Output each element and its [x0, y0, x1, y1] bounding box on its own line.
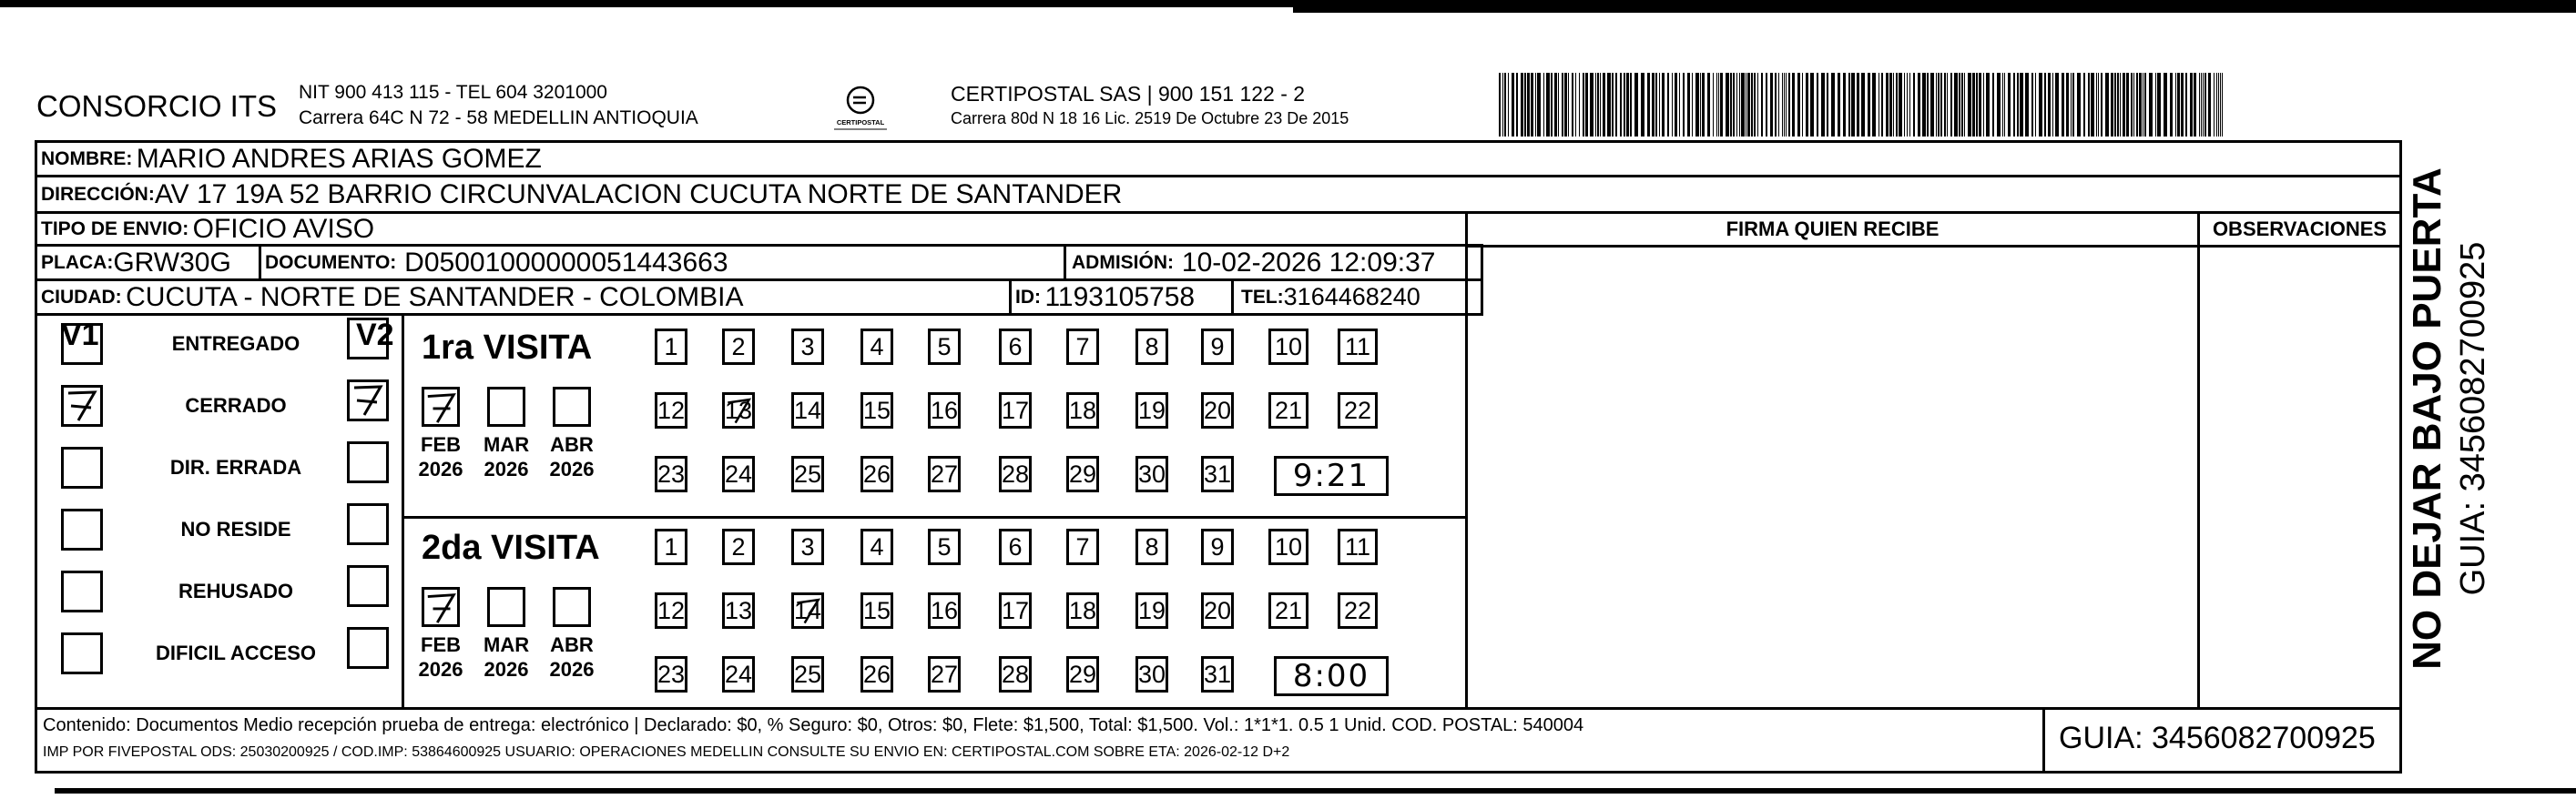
day-number: 29: [1068, 460, 1097, 488]
month-name: MAR: [484, 433, 530, 456]
tel-value: 3164468240: [1283, 283, 1420, 310]
day-box[interactable]: [1066, 656, 1099, 693]
form-table: [35, 140, 2402, 710]
day-number: 27: [930, 660, 959, 688]
day-number: 24: [724, 660, 753, 688]
day-box[interactable]: [928, 329, 961, 365]
day-number: 4: [870, 332, 884, 360]
month-checkbox[interactable]: [422, 387, 460, 427]
footer-guia: GUIA: 3456082700925: [2059, 721, 2376, 755]
firma-header: FIRMA QUIEN RECIBE: [1726, 217, 1940, 240]
direccion-row: DIRECCIÓN: AV 17 19A 52 BARRIO CIRCUNVALACION CUCUTA NORTE DE SANTANDER: [37, 177, 2399, 214]
day-box[interactable]: [722, 592, 755, 629]
month-year: 2026: [484, 658, 529, 681]
day-number: 25: [793, 460, 822, 488]
status-option-label: REHUSADO: [178, 580, 293, 602]
v1-checkbox[interactable]: [61, 447, 103, 489]
footer-box: [35, 707, 2402, 774]
day-number: 28: [1001, 460, 1030, 488]
day-number: 14: [793, 396, 822, 424]
day-box[interactable]: [1066, 392, 1099, 429]
ciudad-row: CIUDAD: CUCUTA - NORTE DE SANTANDER - COLOMBIA ID: 1193105758 TEL: 3164468240: [37, 281, 1483, 316]
v2-checkbox[interactable]: [347, 503, 389, 545]
v1-checkbox[interactable]: [61, 632, 103, 674]
v1-label: V1: [61, 318, 99, 352]
month-year: 2026: [418, 458, 463, 480]
day-number: 30: [1137, 460, 1166, 488]
day-number: 16: [930, 396, 959, 424]
day-box[interactable]: [1066, 456, 1099, 492]
observaciones-header: OBSERVACIONES: [2212, 217, 2388, 240]
day-number: 2: [731, 532, 746, 561]
certipostal-logo: [827, 82, 894, 137]
ciudad-value: CUCUTA - NORTE DE SANTANDER - COLOMBIA: [126, 281, 744, 312]
day-number: 22: [1343, 596, 1372, 624]
day-number: 31: [1203, 660, 1232, 688]
tipo-row: TIPO DE ENVIO: OFICIO AVISO: [37, 214, 1483, 247]
day-number: 23: [657, 460, 686, 488]
day-box[interactable]: [791, 456, 824, 492]
day-number: 28: [1001, 660, 1030, 688]
day-box[interactable]: [791, 392, 824, 429]
company-name: CONSORCIO ITS: [36, 89, 278, 123]
status-option-label: ENTREGADO: [171, 332, 300, 355]
month-label: [484, 432, 529, 481]
day-box[interactable]: [722, 529, 755, 565]
direccion-value: AV 17 19A 52 BARRIO CIRCUNVALACION CUCUTA NORTE DE SANTANDER: [154, 178, 1123, 209]
day-box[interactable]: [1201, 392, 1234, 429]
day-number: 8: [1145, 332, 1159, 360]
nombre-row: NOMBRE: MARIO ANDRES ARIAS GOMEZ: [37, 143, 2399, 177]
month-name: FEB: [421, 633, 461, 656]
divider: [2197, 214, 2200, 707]
day-box[interactable]: [999, 392, 1032, 429]
company-address: Carrera 64C N 72 - 58 MEDELLIN ANTIOQUIA: [299, 107, 698, 128]
day-box[interactable]: [1135, 529, 1168, 565]
month-label: [549, 432, 595, 481]
check-mark-icon: [725, 395, 752, 426]
day-number: 2: [731, 332, 746, 360]
no-dejar-warning: NO DEJAR BAJO PUERTA: [2405, 167, 2449, 670]
v2-checkbox[interactable]: [347, 627, 389, 669]
day-number: 27: [930, 460, 959, 488]
day-number: 25: [793, 660, 822, 688]
day-number: 20: [1203, 596, 1232, 624]
day-number: 22: [1343, 396, 1372, 424]
month-checkbox[interactable]: [487, 387, 525, 427]
divider: [402, 316, 404, 707]
day-number: 4: [870, 532, 884, 561]
day-box[interactable]: [1201, 592, 1234, 629]
tipo-value: OFICIO AVISO: [192, 214, 375, 244]
day-box[interactable]: [999, 329, 1032, 365]
month-label: [418, 632, 463, 682]
v2-checkbox[interactable]: [347, 441, 389, 483]
day-box[interactable]: [655, 456, 687, 492]
day-number: 1: [664, 332, 678, 360]
day-number: 10: [1274, 532, 1303, 561]
day-number: 19: [1137, 596, 1166, 624]
month-year: 2026: [549, 458, 595, 480]
day-box[interactable]: [1201, 329, 1234, 365]
v1-checkbox[interactable]: [61, 571, 103, 612]
day-box[interactable]: [860, 592, 893, 629]
id-value: 1193105758: [1044, 281, 1196, 312]
day-number: 3: [800, 532, 815, 561]
day-number: 24: [724, 460, 753, 488]
day-number: 1: [664, 532, 678, 561]
day-number: 5: [937, 332, 952, 360]
month-name: ABR: [550, 433, 594, 456]
day-box[interactable]: [1135, 656, 1168, 693]
day-number: 30: [1137, 660, 1166, 688]
day-number: 8: [1145, 532, 1159, 561]
day-number: 21: [1274, 596, 1303, 624]
day-number: 7: [1075, 332, 1090, 360]
day-number: 11: [1344, 332, 1371, 360]
visit-title: 2da VISITA: [422, 529, 600, 567]
month-year: 2026: [549, 658, 595, 681]
day-number: 19: [1137, 396, 1166, 424]
divider: [404, 516, 1465, 519]
visit-time: 9:21: [1274, 456, 1389, 496]
nombre-value: MARIO ANDRES ARIAS GOMEZ: [136, 143, 542, 174]
day-number: 5: [937, 532, 952, 561]
month-label: [418, 432, 463, 481]
admision-value: 10-02-2026 12:09:37: [1181, 247, 1436, 278]
month-name: MAR: [484, 633, 530, 656]
status-option-label: CERRADO: [185, 394, 287, 417]
day-box[interactable]: [1268, 392, 1308, 429]
day-number: 12: [657, 596, 686, 624]
status-option-label: NO RESIDE: [180, 518, 291, 541]
day-box[interactable]: [999, 456, 1032, 492]
divider: [1465, 214, 1468, 707]
contenido-text: Contenido: Documentos Medio recepción prueba de entrega: electrónico | Declarado: $0, % Seguro: $0, Otros: $0, Flete: $1,500, Total: $1,500. Vol.: 1*1*1. 0.5 1 Unid. COD. POSTAL: 540004: [43, 715, 1584, 735]
day-box[interactable]: [860, 456, 893, 492]
month-checkbox[interactable]: [553, 587, 591, 627]
day-box[interactable]: [722, 392, 755, 429]
day-number: 26: [862, 660, 891, 688]
day-box[interactable]: [1066, 329, 1099, 365]
day-number: 6: [1008, 532, 1023, 561]
month-checkbox[interactable]: [487, 587, 525, 627]
day-box[interactable]: [1268, 329, 1308, 365]
v1-checkbox[interactable]: [61, 323, 103, 365]
day-number: 17: [1001, 396, 1030, 424]
day-number: 31: [1203, 460, 1232, 488]
day-box[interactable]: [860, 656, 893, 693]
day-box[interactable]: [722, 456, 755, 492]
day-number: 9: [1210, 332, 1225, 360]
day-box[interactable]: [1338, 592, 1378, 629]
day-box[interactable]: [1338, 392, 1378, 429]
placa-value: GRW30G: [113, 247, 231, 278]
side-guia: GUIA: 3456082700925: [2454, 241, 2492, 596]
day-box[interactable]: [791, 529, 824, 565]
day-box[interactable]: [928, 656, 961, 693]
day-box[interactable]: [1135, 592, 1168, 629]
carrier-name: CERTIPOSTAL SAS | 900 151 122 - 2: [951, 82, 1306, 106]
day-box[interactable]: [1135, 456, 1168, 492]
day-box[interactable]: [928, 529, 961, 565]
day-number: 15: [862, 596, 891, 624]
day-number: 10: [1274, 332, 1303, 360]
day-box[interactable]: [860, 529, 893, 565]
day-number: 16: [930, 596, 959, 624]
day-box[interactable]: [1268, 529, 1308, 565]
day-box[interactable]: [1268, 592, 1308, 629]
day-box[interactable]: [1201, 456, 1234, 492]
side-text: [2404, 164, 2504, 673]
day-number: 9: [1210, 532, 1225, 561]
month-year: 2026: [484, 458, 529, 480]
day-number: 11: [1344, 532, 1371, 561]
company-nit: NIT 900 413 115 - TEL 604 3201000: [299, 82, 607, 103]
day-box[interactable]: [722, 329, 755, 365]
day-number: 14: [793, 596, 822, 624]
day-number: 23: [657, 660, 686, 688]
v2-checkbox[interactable]: [347, 379, 389, 421]
month-name: FEB: [421, 433, 461, 456]
documento-value: D05001000000051443663: [404, 247, 728, 278]
day-number: 26: [862, 460, 891, 488]
v2-label: V2: [356, 318, 394, 352]
check-mark-icon: [794, 595, 821, 626]
placa-row: PLACA: GRW30G DOCUMENTO: D05001000000051443663 ADMISIÓN: 10-02-2026 12:09:37: [37, 247, 1483, 281]
day-number: 13: [724, 596, 753, 624]
day-box[interactable]: [1338, 529, 1378, 565]
divider: [2042, 710, 2045, 771]
day-box[interactable]: [928, 592, 961, 629]
day-number: 18: [1068, 596, 1097, 624]
month-label: [484, 632, 529, 682]
day-box[interactable]: [791, 656, 824, 693]
day-box[interactable]: [1338, 329, 1378, 365]
day-box[interactable]: [999, 529, 1032, 565]
status-option-label: DIR. ERRADA: [169, 456, 302, 479]
month-checkbox[interactable]: [422, 587, 460, 627]
day-box[interactable]: [999, 656, 1032, 693]
v1-checkbox[interactable]: [61, 509, 103, 551]
divider: [1468, 245, 2399, 248]
day-number: 13: [724, 396, 753, 424]
day-number: 21: [1274, 396, 1303, 424]
day-box[interactable]: [860, 392, 893, 429]
imp-text: IMP POR FIVEPOSTAL ODS: 25030200925 / COD.IMP: 53864600925 USUARIO: OPERACIONES MEDELLIN CONSULTE SU ENVIO EN: CERTIPOSTAL.COM SOBRE ETA: 2026-02-12 D+2: [43, 744, 1290, 760]
day-box[interactable]: [1135, 392, 1168, 429]
day-box[interactable]: [722, 656, 755, 693]
v1-checkbox[interactable]: [61, 385, 103, 427]
month-name: ABR: [550, 633, 594, 656]
day-box[interactable]: [1201, 529, 1234, 565]
day-box[interactable]: [791, 592, 824, 629]
day-number: 17: [1001, 596, 1030, 624]
visit-title: 1ra VISITA: [422, 329, 593, 367]
day-number: 7: [1075, 532, 1090, 561]
day-number: 20: [1203, 396, 1232, 424]
day-box[interactable]: [999, 592, 1032, 629]
day-box[interactable]: [655, 592, 687, 629]
day-box[interactable]: [655, 329, 687, 365]
day-box[interactable]: [928, 456, 961, 492]
month-label: [549, 632, 595, 682]
day-box[interactable]: [1135, 329, 1168, 365]
v2-checkbox[interactable]: [347, 565, 389, 607]
day-box[interactable]: [928, 392, 961, 429]
day-number: 15: [862, 396, 891, 424]
status-option-label: DIFICIL ACCESO: [155, 642, 316, 664]
day-box[interactable]: [860, 329, 893, 365]
day-box[interactable]: [655, 656, 687, 693]
day-number: 18: [1068, 396, 1097, 424]
day-box[interactable]: [655, 529, 687, 565]
v2-checkbox[interactable]: [347, 318, 389, 359]
month-year: 2026: [418, 658, 463, 681]
top-border-thick: [1293, 0, 2576, 13]
day-number: 6: [1008, 332, 1023, 360]
day-box[interactable]: [1066, 529, 1099, 565]
visit-time: 8:00: [1274, 656, 1389, 696]
day-box[interactable]: [655, 392, 687, 429]
day-number: 29: [1068, 660, 1097, 688]
logo-text: CERTIPOSTAL: [836, 118, 885, 126]
day-number: 12: [657, 396, 686, 424]
day-box[interactable]: [1201, 656, 1234, 693]
carrier-address: Carrera 80d N 18 16 Lic. 2519 De Octubre 23 De 2015: [951, 109, 1349, 127]
month-checkbox[interactable]: [553, 387, 591, 427]
day-number: 3: [800, 332, 815, 360]
bottom-border: [55, 788, 2576, 794]
barcode: [1499, 73, 2227, 137]
day-box[interactable]: [791, 329, 824, 365]
day-box[interactable]: [1066, 592, 1099, 629]
